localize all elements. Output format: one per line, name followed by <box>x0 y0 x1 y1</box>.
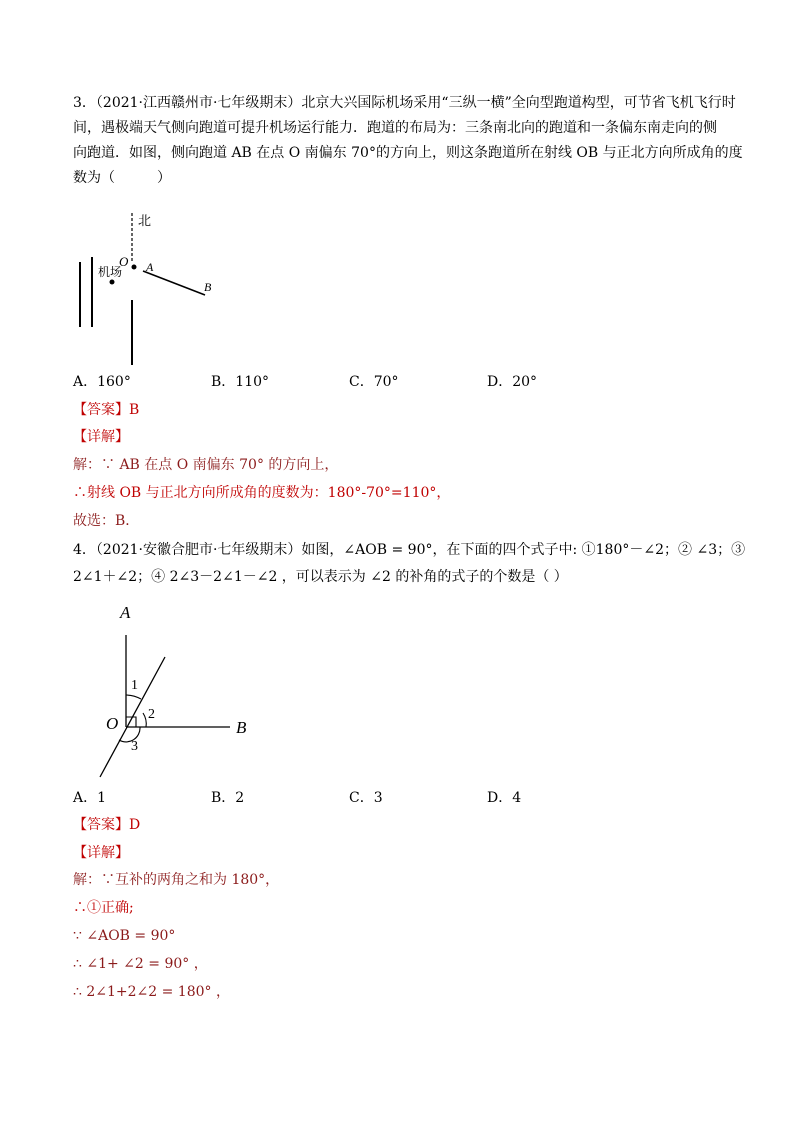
label-a: A <box>120 603 131 622</box>
q3-stem-line-2: 间，遇极端天气侧向跑道可提升机场运行能力．跑道的布局为：三条南北向的跑道和一条偏东南走向的侧 <box>73 120 717 136</box>
airport-label: 机场 <box>98 265 123 279</box>
point-airport <box>110 280 115 285</box>
angle-1-arc <box>126 695 141 699</box>
q3-option-c: C．70° <box>349 374 399 390</box>
q4-angle-figure <box>90 595 265 785</box>
label-b: B <box>236 718 247 737</box>
q3-option-d: D．20° <box>487 374 538 390</box>
q4-stem-line-2: 2∠1＋∠2；④ 2∠3－2∠1－∠2 ，可以表示为 ∠2 的补角的式子的个数是（ ） <box>73 569 568 585</box>
label-b: B <box>204 280 212 294</box>
q4-solution-line-5: ∴ 2∠1+2∠2 = 180° ， <box>73 984 230 1000</box>
point-o <box>132 265 137 270</box>
q3-option-a: A．160° <box>73 374 131 390</box>
q3-runway-figure <box>70 205 240 370</box>
label-o: O <box>119 254 129 269</box>
q3-solution-line-1: 解：∵ AB 在点 O 南偏东 70° 的方向上， <box>73 457 339 473</box>
q4-solution-line-2: ∴①正确; <box>73 900 134 916</box>
q4-stem-line-1: 4．（2021·安徽合肥市·七年级期末）如图，∠AOB = 90°，在下面的四个式子中: ①180°－∠2；② ∠3；③ <box>73 542 746 558</box>
q4-option-d: D．4 <box>487 790 522 806</box>
angle-2-arc <box>143 713 146 727</box>
q4-option-a: A．1 <box>73 790 107 806</box>
q4-option-c: C．3 <box>349 790 383 806</box>
q3-option-b: B．110° <box>211 374 270 390</box>
q3-answer: 【答案】B <box>73 402 140 418</box>
q4-option-b: B．2 <box>211 790 245 806</box>
q4-solution-line-3: ∵ ∠AOB = 90° <box>73 928 176 944</box>
q3-solution-line-3: 故选：B． <box>73 513 140 529</box>
q3-solution-line-2: ∴射线 OB 与正北方向所成角的度数为：180°-70°=110°， <box>73 485 451 501</box>
label-angle-2: 2 <box>148 707 155 722</box>
q4-detail-label: 【详解】 <box>73 845 129 861</box>
q4-solution-line-1: 解：∵互补的两角之和为 180°， <box>73 872 280 888</box>
label-a: A <box>146 260 154 274</box>
runway-ab-line <box>143 271 205 295</box>
north-label: 北 <box>138 213 152 228</box>
label-angle-3: 3 <box>131 739 138 754</box>
q3-stem-line-1: 3．（2021·江西赣州市·七年级期末）北京大兴国际机场采用“三纵一横”全向型跑道构型，可节省飞机飞行时 <box>73 95 736 111</box>
label-o: O <box>106 714 119 733</box>
q3-stem-line-3: 向跑道．如图，侧向跑道 AB 在点 O 南偏东 70°的方向上，则这条跑道所在射线 OB 与正北方向所成角的度 <box>73 145 743 161</box>
q3-detail-label: 【详解】 <box>73 429 129 445</box>
q4-answer: 【答案】D <box>73 817 141 833</box>
q3-stem-line-4: 数为（ ） <box>73 170 171 186</box>
label-angle-1: 1 <box>131 678 138 693</box>
q4-solution-line-4: ∴ ∠1+ ∠2 = 90° ， <box>73 956 208 972</box>
